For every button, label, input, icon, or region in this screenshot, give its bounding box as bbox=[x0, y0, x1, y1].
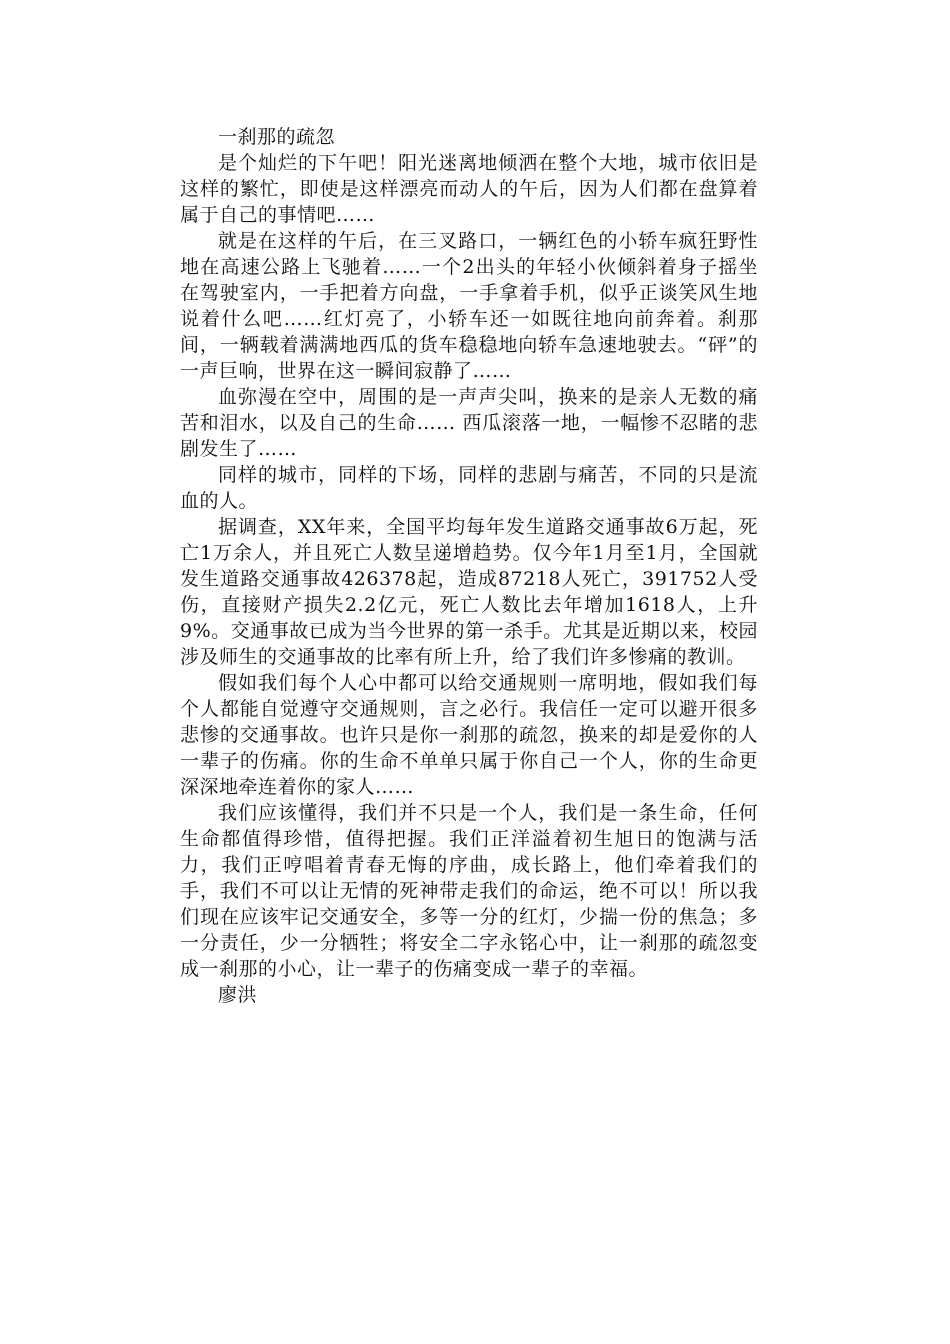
paragraph-6: 假如我们每个人心中都可以给交通规则一席明地，假如我们每个人都能自觉遵守交通规则，言之必行。我信任一定可以避开很多悲惨的交通事故。也许只是你一刹那的疏忽，换来的却是爱你的人一辈子的伤痛。你的生命不单单只属于你自己一个人，你的生命更深深地牵连着你的家人…… bbox=[180, 672, 758, 798]
paragraph-3: 血弥漫在空中，周围的是一声声尖叫，换来的是亲人无数的痛苦和泪水，以及自己的生命…… 西瓜滚落一地，一幅惨不忍睹的悲剧发生了…… bbox=[180, 386, 758, 460]
paragraph-4: 同样的城市，同样的下场，同样的悲剧与痛苦，不同的只是流血的人。 bbox=[180, 464, 758, 512]
author-name: 廖洪 bbox=[218, 984, 258, 1006]
paragraph-7: 我们应该懂得，我们并不只是一个人，我们是一条生命，任何生命都值得珍惜，值得把握。我们正洋溢着初生旭日的饱满与活力，我们正哼唱着青春无悔的序曲，成长路上，他们牵着我们的手，我们不可以让无情的死神带走我们的命运，绝不可以！所以我们现在应该牢记交通安全，多等一分的红灯，少揣一份的焦急；多一分责任，少一分牺牲；将安全二字永铭心中，让一刹那的疏忽变成一刹那的小心，让一辈子的伤痛变成一辈子的幸福。 bbox=[180, 802, 758, 980]
document-page bbox=[180, 124, 758, 1008]
paragraph-5: 据调查，XX年来，全国平均每年发生道路交通事故6万起，死亡1万余人，并且死亡人数呈递增趋势。仅今年1月至1月，全国就发生道路交通事故426378起，造成87218人死亡，391752人受伤，直接财产损失2.2亿元，死亡人数比去年增加1618人，上升9%。交通事故已成为当今世界的第一杀手。尤其是近期以来，校园涉及师生的交通事故的比率有所上升，给了我们许多惨痛的教训。 bbox=[180, 516, 758, 668]
paragraph-2: 就是在这样的午后，在三叉路口，一辆红色的小轿车疯狂野性地在高速公路上飞驰着……一个2出头的年轻小伙倾斜着身子摇坐在驾驶室内，一手把着方向盘，一手拿着手机，似乎正谈笑风生地说着什么吧……红灯亮了，小轿车还一如既往地向前奔着。刹那间，一辆载着满满地西瓜的货车稳稳地向轿车急速地驶去。“砰”的一声巨响，世界在这一瞬间寂静了…… bbox=[180, 230, 758, 382]
document-title: 一刹那的疏忽 bbox=[218, 126, 336, 148]
paragraph-1: 是个灿烂的下午吧！阳光迷离地倾洒在整个大地，城市依旧是这样的繁忙，即使是这样漂亮而动人的午后，因为人们都在盘算着属于自己的事情吧…… bbox=[180, 152, 758, 226]
